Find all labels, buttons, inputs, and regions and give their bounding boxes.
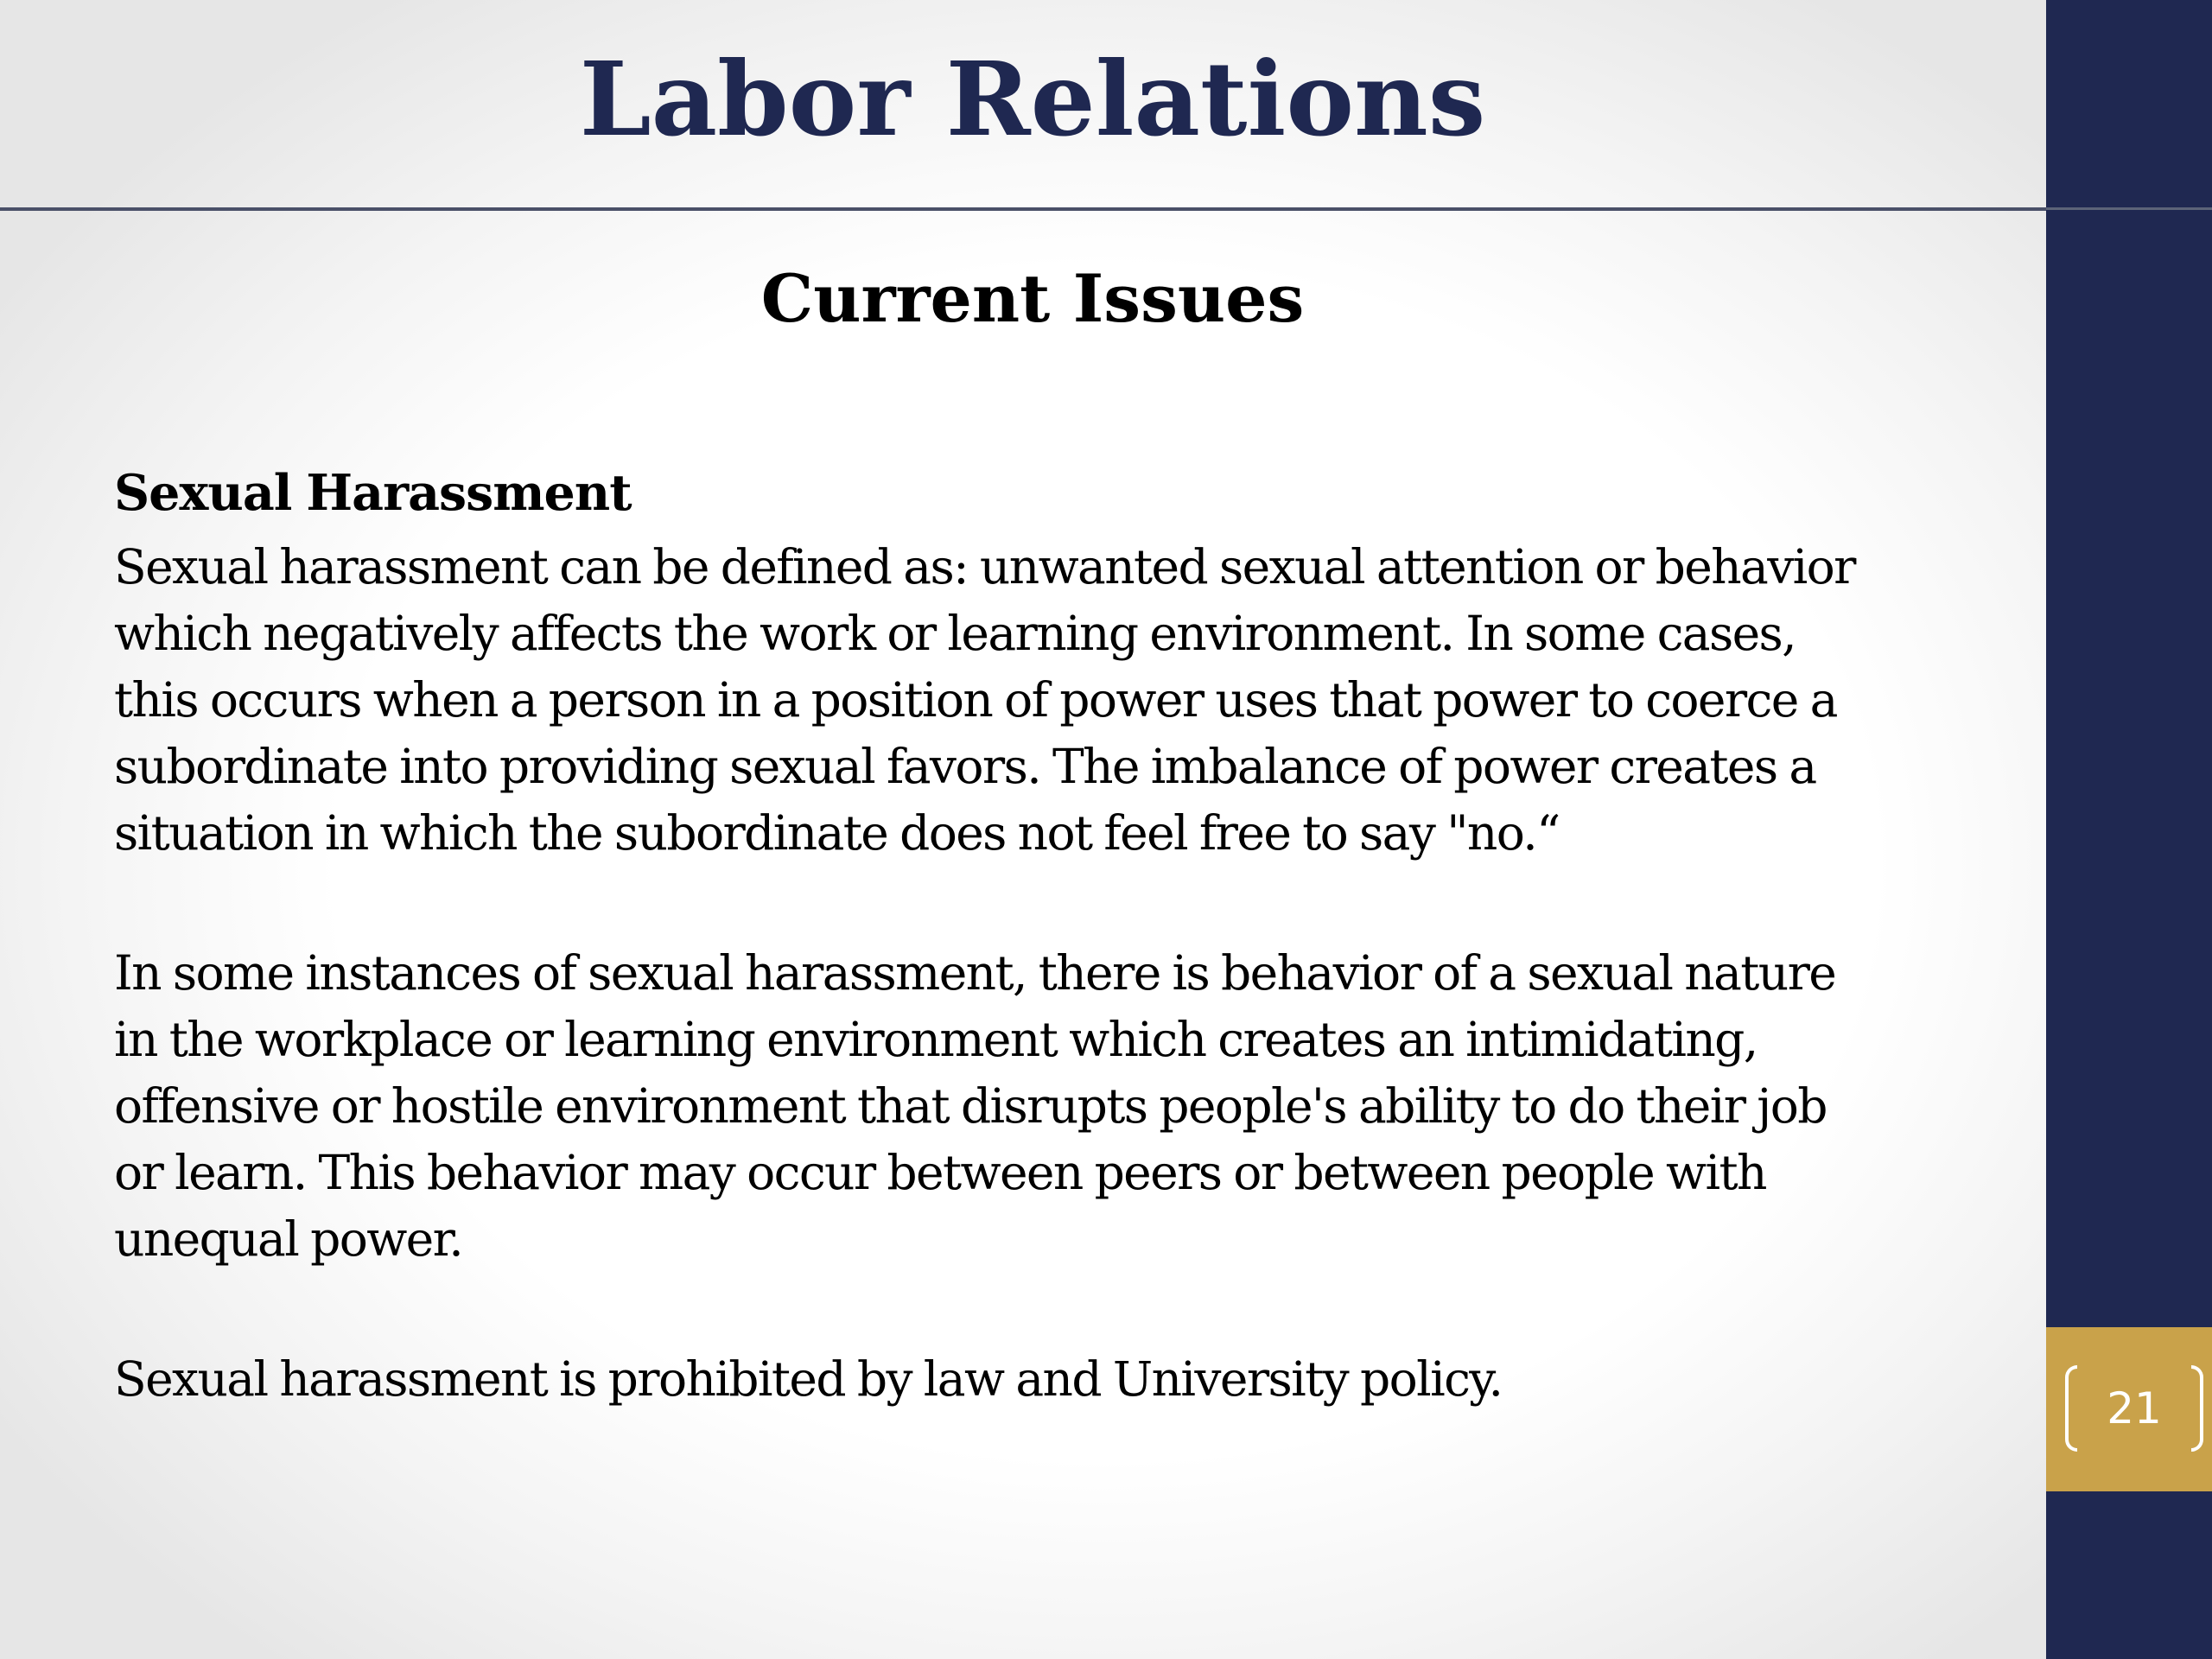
- title-divider: [0, 207, 2212, 211]
- text-line: in the workplace or learning environment which creates an intimidating,: [114, 1012, 1758, 1067]
- text-line: situation in which the subordinate does not feel free to say "no.“: [114, 805, 1560, 861]
- sidebar-divider: [2046, 207, 2212, 210]
- text-line: unequal power.: [114, 1211, 463, 1267]
- text-line: Sexual harassment is prohibited by law and University policy.: [114, 1351, 1503, 1407]
- right-bracket-icon: [2191, 1365, 2203, 1452]
- text-line: which negatively affects the work or learning environment. In some cases,: [114, 606, 1796, 661]
- slide-title: Labor Relations: [579, 39, 1486, 159]
- paragraph-definition: [114, 534, 2015, 867]
- paragraph-policy: [114, 1346, 2015, 1413]
- text-line: subordinate into providing sexual favors. The imbalance of power creates a: [114, 739, 1816, 794]
- paragraph-hostile-environment: [114, 940, 2015, 1273]
- text-line: In some instances of sexual harassment, there is behavior of a sexual nature: [114, 945, 1836, 1001]
- text-line: or learn. This behavior may occur between peers or between people with: [114, 1145, 1766, 1200]
- slide-subtitle: Current Issues: [760, 260, 1305, 337]
- paragraph-spacer: [114, 1273, 2015, 1346]
- left-bracket-icon: [2065, 1365, 2077, 1452]
- page-number-badge: [2046, 1327, 2212, 1491]
- text-line: Sexual harassment can be defined as: unwanted sexual attention or behavior: [114, 539, 1855, 594]
- paragraph-spacer: [114, 867, 2015, 940]
- section-heading: Sexual Harassment: [114, 464, 632, 522]
- page-number: 21: [2107, 1383, 2162, 1433]
- text-line: this occurs when a person in a position of power uses that power to coerce a: [114, 672, 1837, 728]
- slide-content: [114, 458, 2015, 1413]
- text-line: offensive or hostile environment that disrupts people's ability to do their job: [114, 1078, 1827, 1134]
